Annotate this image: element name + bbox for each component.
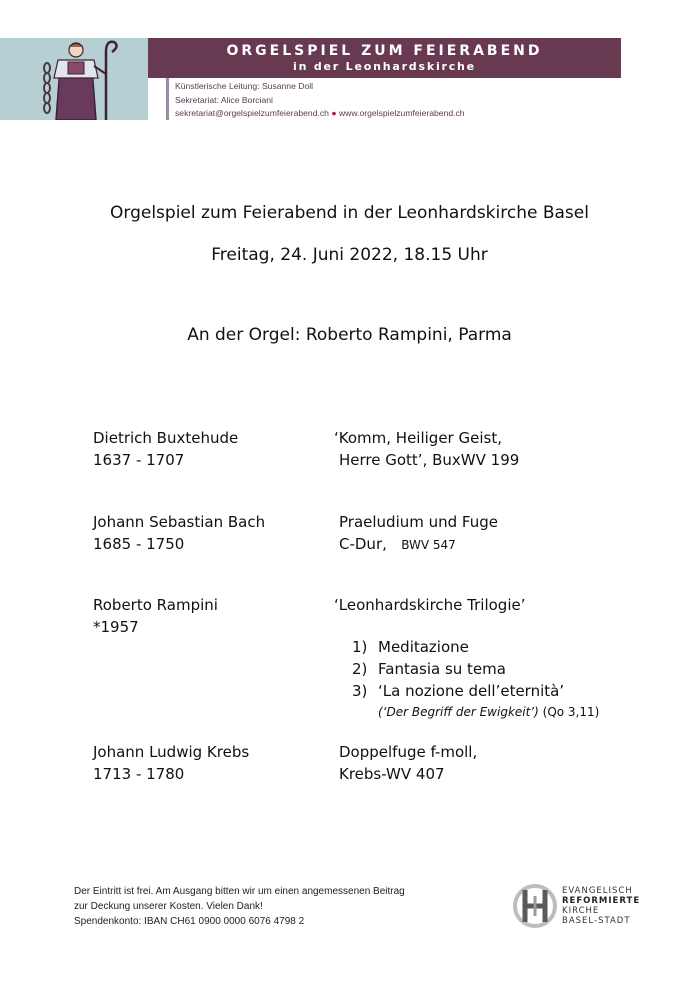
logo-line: REFORMIERTE <box>562 896 641 906</box>
letterhead <box>0 38 621 120</box>
header-subtitle: in der Leonhardskirche <box>293 60 476 73</box>
event-date: Freitag, 24. Juni 2022, 18.15 Uhr <box>211 245 488 265</box>
footer-note <box>74 884 405 929</box>
composer-years: 1637 - 1707 <box>93 451 185 469</box>
work-title: ‘Komm, Heiliger Geist, <box>334 429 502 447</box>
movement-number: 3) <box>352 682 368 700</box>
artistic-director: Künstlerische Leitung: Susanne Doll <box>175 81 314 91</box>
work-title: Praeludium und Fuge <box>339 513 498 531</box>
logo-line: EVANGELISCH <box>562 886 633 896</box>
movement-number: 1) <box>352 638 368 656</box>
logo-line: BASEL-STADT <box>562 916 631 926</box>
email-link[interactable]: sekretariat@orgelspielzumfeierabend.ch <box>175 108 329 118</box>
composer-name: Roberto Rampini <box>93 596 218 614</box>
contact-info <box>166 78 624 120</box>
event-title: Orgelspiel zum Feierabend in der Leonhardskirche Basel <box>110 203 589 223</box>
work-key-line <box>339 533 456 556</box>
composer-name: Johann Sebastian Bach <box>93 513 266 531</box>
work-catalog: BWV 547 <box>401 538 456 552</box>
footer-line: Der Eintritt ist frei. Am Ausgang bitten wir um einen angemessenen Beitrag <box>74 886 405 897</box>
work-catalog: Herre Gott’, BuxWV 199 <box>339 451 520 469</box>
composer-years: 1685 - 1750 <box>93 535 185 553</box>
saint-figure-icon <box>0 38 148 120</box>
bible-reference: (Qo 3,11) <box>542 705 600 719</box>
composer-name: Dietrich Buxtehude <box>93 429 239 447</box>
work-key: C-Dur, <box>339 535 387 553</box>
movement-title: ‘La nozione dell’eternità’ <box>378 682 565 700</box>
organist-line: An der Orgel: Roberto Rampini, Parma <box>187 325 512 345</box>
church-name <box>562 886 640 926</box>
composer-years: 1713 - 1780 <box>93 765 185 783</box>
work-title: Doppelfuge f-moll, <box>339 743 478 761</box>
logo-line: KIRCHE <box>562 906 600 916</box>
work-catalog: Krebs-WV 407 <box>339 765 445 783</box>
composer-years: *1957 <box>93 618 139 636</box>
saint-leonhard-illustration <box>0 38 148 120</box>
header-title: ORGELSPIEL ZUM FEIERABEND <box>226 43 543 59</box>
movement-translation-line <box>378 701 599 723</box>
work-title: ‘Leonhardskirche Trilogie’ <box>334 596 526 614</box>
title-band <box>148 38 621 78</box>
church-logo-icon <box>511 884 559 928</box>
movement-title: Fantasia su tema <box>378 660 506 678</box>
bullet-dot: ● <box>331 108 337 118</box>
secretariat: Sekretariat: Alice Borciani <box>175 95 273 105</box>
movement-number: 2) <box>352 660 368 678</box>
website-link[interactable]: www.orgelspielzumfeierabend.ch <box>338 108 465 118</box>
footer-line: Spendenkonto: IBAN CH61 0900 0000 6076 4798 2 <box>74 916 305 927</box>
composer-name: Johann Ludwig Krebs <box>93 743 250 761</box>
movement-title: Meditazione <box>378 638 469 656</box>
movement-translation: (‘Der Begriff der Ewigkeit’) <box>378 705 539 719</box>
contact-links <box>175 108 465 118</box>
footer-line: zur Deckung unserer Kosten. Vielen Dank! <box>74 901 263 912</box>
